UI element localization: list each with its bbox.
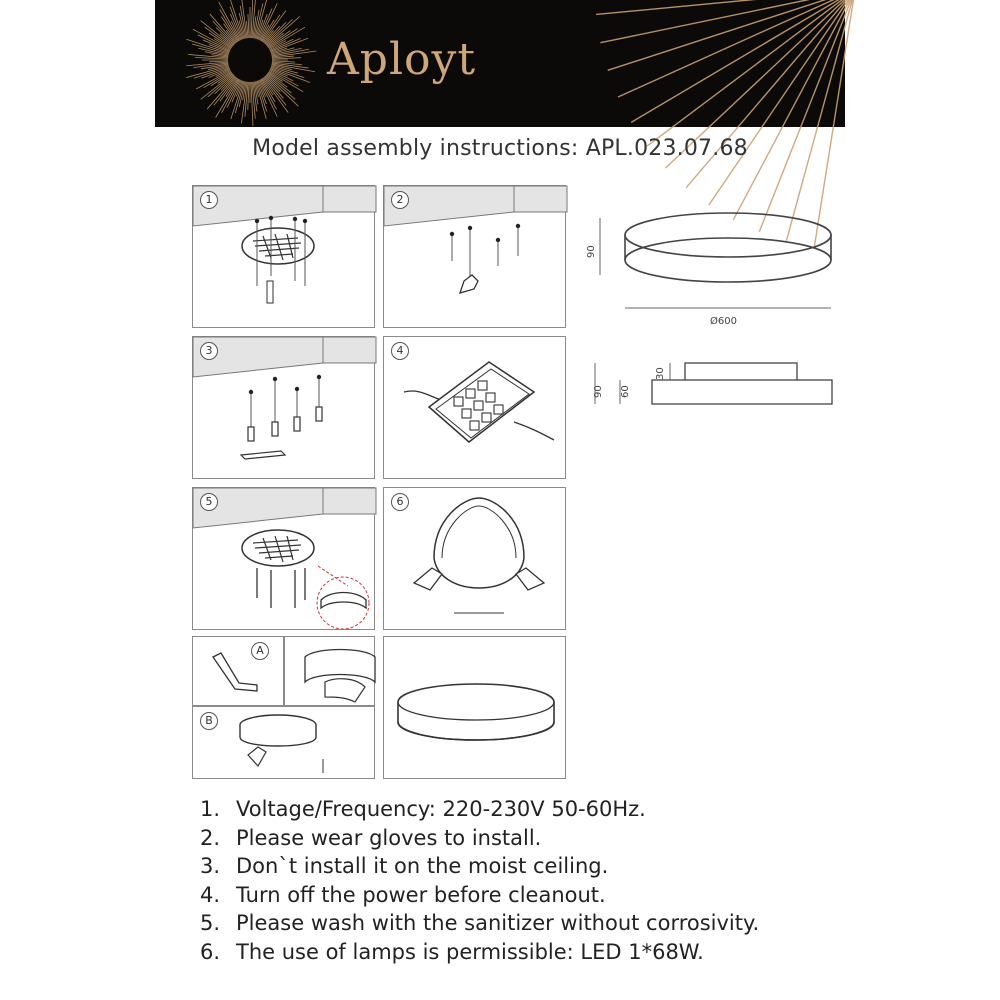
step-4-panel [383,336,566,479]
note-item: 1. Voltage/Frequency: 220-230V 50-60Hz. [200,797,646,821]
step-5-panel [192,487,375,630]
brand-banner [155,0,845,127]
page-title: Model assembly instructions: APL.023.07.68 [252,136,748,161]
mount-shade-icon [384,488,567,631]
step-number: 1 [200,191,218,209]
insert-anchors-icon [193,337,376,480]
step-number: 2 [391,191,409,209]
height-label: 90 [586,245,597,258]
side-base-label: 30 [655,367,666,380]
side-body-label: 60 [620,385,631,398]
sub-step-a-panel [192,636,284,706]
note-item: 2. Please wear gloves to install. [200,825,542,850]
notes-list [200,795,759,966]
note-item: 6. The use of lamps is permissible: LED 1*68W. [200,939,704,964]
step-2-panel [383,185,566,328]
attach-bracket-icon [193,488,376,631]
remove-shade-icon [193,707,376,780]
clip-icon [193,637,285,707]
sub-step-a-detail-panel [284,636,375,706]
dimension-drawing-side [585,358,845,418]
step-3-panel [192,336,375,479]
diameter-label: Ø600 [710,316,737,327]
note-item: 4. Turn off the power before cleanout. [200,882,606,907]
sub-step-letter: B [200,712,218,730]
brand-logo: Aployt [327,34,477,85]
side-total-label: 90 [593,385,604,398]
step-number: 5 [200,493,218,511]
sub-step-b-panel [192,706,375,779]
note-item: 3. Don`t install it on the moist ceiling. [200,854,609,878]
installed-lamp-icon [384,637,567,780]
sunburst-decoration [155,0,845,127]
final-result-panel [383,636,566,779]
terminal-block-wiring-icon [384,337,567,480]
step-number: 3 [200,342,218,360]
note-item: 5. Please wash with the sanitizer without corrosivity. [200,911,760,935]
drill-holes-icon [384,186,567,329]
step-1-panel [192,185,375,328]
step-6-panel [383,487,566,630]
step-number: 6 [391,493,409,511]
ceiling-bracket-mount-icon [193,186,376,329]
sub-step-letter: A [251,642,269,660]
step-number: 4 [391,342,409,360]
shade-clip-detail-icon [285,637,376,707]
dimension-drawing-top [586,190,830,340]
